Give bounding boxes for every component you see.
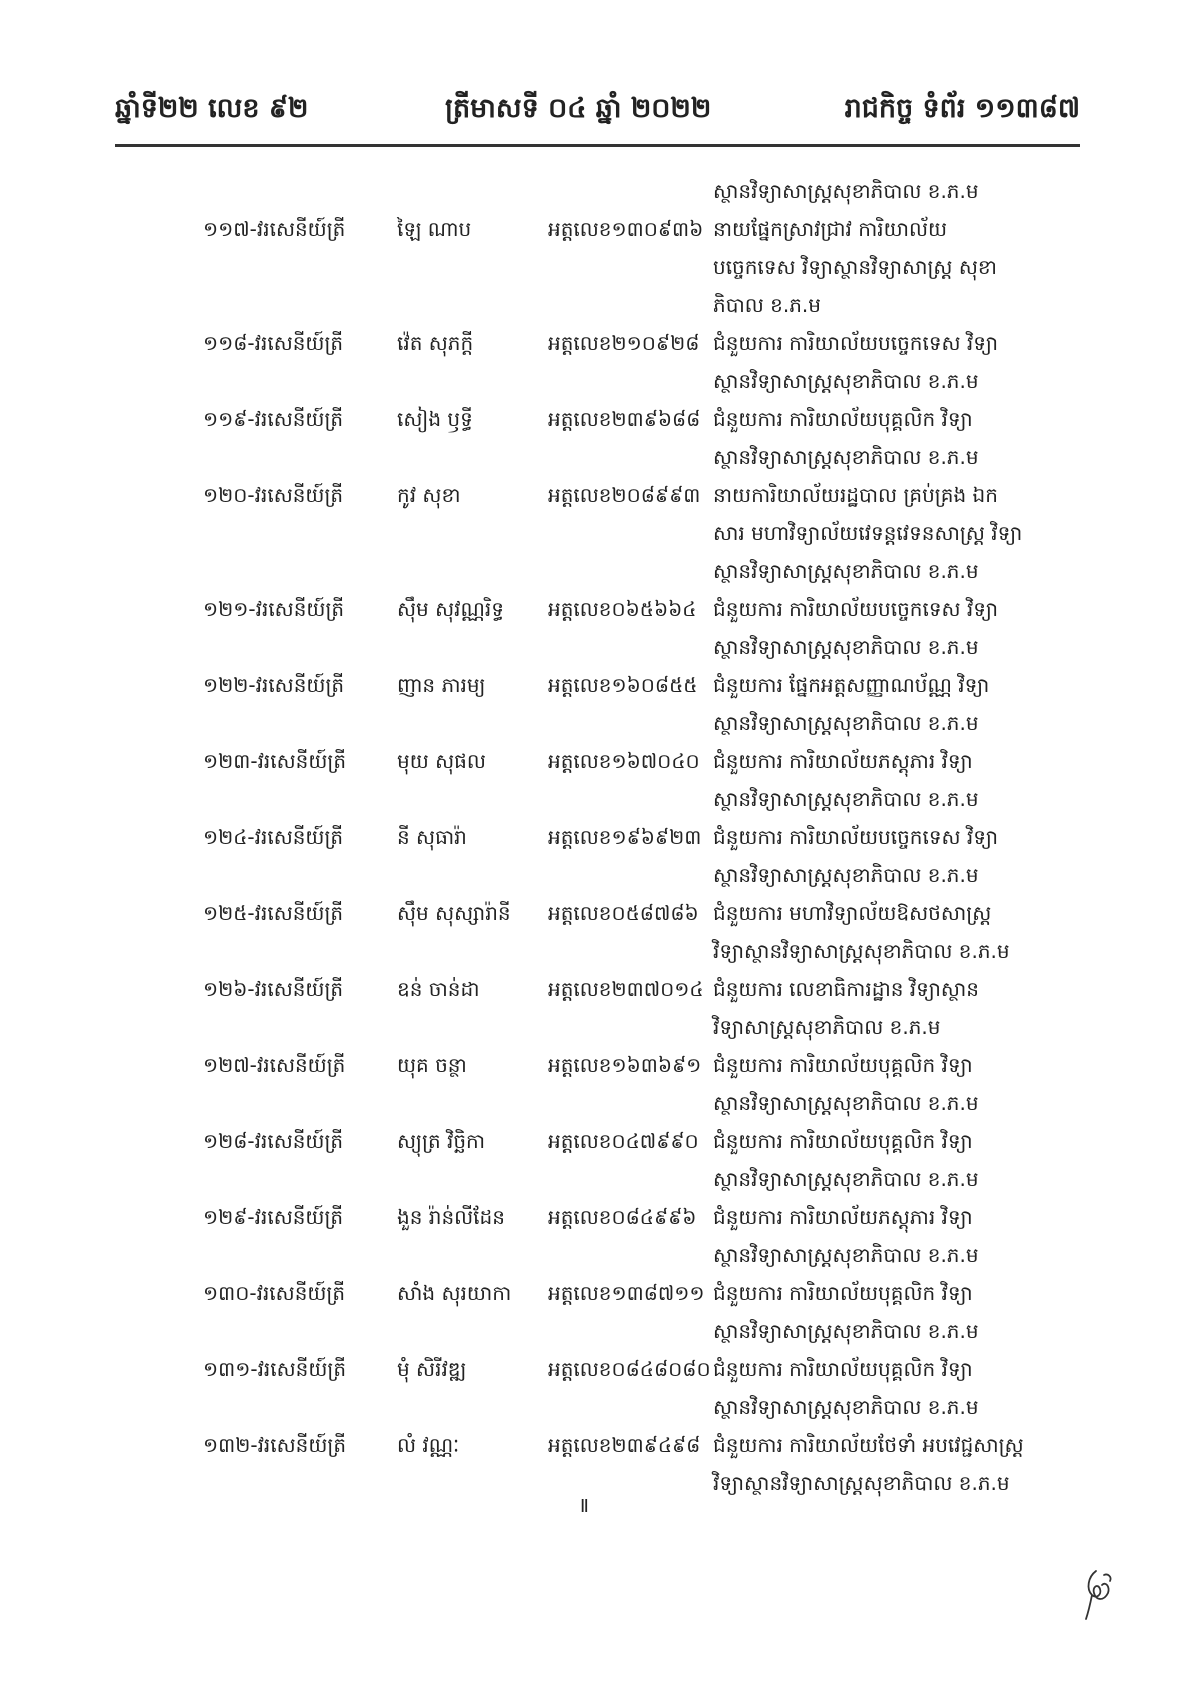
entry-rank: ១២៥-វរសេនីយ៍ត្រី <box>203 901 344 925</box>
entry-position-line: ស្ថានវិទ្យាសាស្ត្រសុខាភិបាល ខ.ភ.ម <box>713 787 979 811</box>
page-marker: Ⅱ <box>580 1496 589 1517</box>
entry-id-number: អត្តលេខ១៦០៨៥៥ <box>548 673 698 697</box>
entry-position <box>713 1198 979 1274</box>
header-quarter: ត្រីមាសទី ០៤ ឆ្នាំ ២០២២ <box>445 93 712 124</box>
entry-rank: ១៣០-វរសេនីយ៍ត្រី <box>203 1281 346 1305</box>
entry-rank: ១២១-វរសេនីយ៍ត្រី <box>203 597 345 621</box>
entry-position <box>713 476 1022 590</box>
entry-id-number: អត្តលេខ១៣០៩៣៦ <box>548 217 704 241</box>
entry-position-line: ស្ថានវិទ្យាសាស្ត្រសុខាភិបាល ខ.ភ.ម <box>713 1091 979 1115</box>
entry-id-number: អត្តលេខ២៣៩៤៩៨ <box>548 1433 701 1457</box>
handwritten-initial-signature <box>1082 1565 1116 1623</box>
entry-position <box>713 742 979 818</box>
header-issue: ឆ្នាំទី២២ លេខ ៩២ <box>115 93 309 124</box>
entry-id-number: អត្តលេខ១៦៧០៤០ <box>548 749 700 773</box>
entry-rank: ១២៣-វរសេនីយ៍ត្រី <box>203 749 347 773</box>
entry-rank: ១២៤-វរសេនីយ៍ត្រី <box>203 825 344 849</box>
entry-position-line: ជំនួយការ ការិយាល័យបច្ចេកទេស វិទ្យា <box>713 331 998 355</box>
entry-name: ញាន ភារម្យ <box>397 673 486 697</box>
entry-position <box>713 666 989 742</box>
entry-name: មុយ សុផល <box>397 749 486 773</box>
entry-id-number: អត្តលេខ២៣៩៦៨៨ <box>548 407 701 431</box>
entry-position-line: ជំនួយការ ការិយាល័យបុគ្គលិក វិទ្យា <box>713 407 973 431</box>
entry-position <box>713 1046 979 1122</box>
entry-id-number: អត្តលេខ០៨៤៨០៨០ <box>548 1357 711 1381</box>
entry-id-number: អត្តលេខ២១០៩២៨ <box>548 331 700 355</box>
entry-id-number: អត្តលេខ០៤៧៩៩០ <box>548 1129 699 1153</box>
entry-name: ស្យុត្រ វិច្ឆិកា <box>397 1129 486 1153</box>
entry-name: ស៊ឹម សុវណ្ណរិទ្ធ <box>397 597 504 621</box>
entry-position-line: ជំនួយការ ការិយាល័យបុគ្គលិក វិទ្យា <box>713 1281 973 1305</box>
entry-position <box>713 1274 979 1350</box>
entry-id-number: អត្តលេខ១៦៣៦៩១ <box>548 1053 702 1077</box>
entry-position <box>713 210 997 324</box>
entry-position-line: ស្ថានវិទ្យាសាស្ត្រសុខាភិបាល ខ.ភ.ម <box>713 445 979 469</box>
entry-rank: ១១៧-វរសេនីយ៍ត្រី <box>203 217 346 241</box>
entry-position-line: ជំនួយការ ការិយាល័យថែទាំ អបវេជ្ជសាស្ត្រ <box>713 1433 1024 1457</box>
entry-id-number: អត្តលេខ០៦៥៦៦៤ <box>548 597 697 621</box>
entry-name: មុំ សិរីវឌ្ឍ <box>397 1357 467 1381</box>
entry-position-line: ស្ថានវិទ្យាសាស្ត្រសុខាភិបាល ខ.ភ.ម <box>713 863 979 887</box>
entry-name: ឧន់ ចាន់ដា <box>397 977 480 1001</box>
entry-rank: ១២៦-វរសេនីយ៍ត្រី <box>203 977 344 1001</box>
header-page: រាជកិច្ច ទំព័រ ១១៣៨៧ <box>844 93 1080 124</box>
entry-id-number: អត្តលេខ១៣៨៧១១ <box>548 1281 705 1305</box>
entry-position-line: នាយផ្នែកស្រាវជ្រាវ ការិយាល័យ <box>713 217 948 241</box>
entry-position <box>713 590 998 666</box>
entry-position-line: ស្ថានវិទ្យាសាស្ត្រសុខាភិបាល ខ.ភ.ម <box>713 1319 979 1343</box>
entry-id-number: អត្តលេខ១៩៦៩២៣ <box>548 825 702 849</box>
entry-position-line: វិទ្យាស្ថានវិទ្យាសាស្ត្រសុខាភិបាល ខ.ភ.ម <box>713 1471 1010 1495</box>
entry-position-line: ភិបាល ខ.ភ.ម <box>713 293 821 317</box>
entry-position <box>713 1350 979 1426</box>
entry-id-number: អត្តលេខ០៨៤៩៩៦ <box>548 1205 697 1229</box>
entry-name: យុគ ចន្ថា <box>397 1053 467 1077</box>
entry-position <box>713 818 998 894</box>
entry-id-number: អត្តលេខ២០៨៩៩៣ <box>548 483 701 507</box>
entry-position-line: ជំនួយការ ការិយាល័យបុគ្គលិក វិទ្យា <box>713 1357 973 1381</box>
entry-position-line: វិទ្យាសាស្ត្រសុខាភិបាល ខ.ភ.ម <box>713 1015 941 1039</box>
entry-position-line: បច្ចេកទេស វិទ្យាស្ថានវិទ្យាសាស្ត្រ សុខា <box>713 255 997 279</box>
entry-rank: ១២៧-វរសេនីយ៍ត្រី <box>203 1053 346 1077</box>
entry-position <box>713 324 998 400</box>
entry-name: សាំង សុរយាកា <box>397 1281 512 1305</box>
entry-position <box>713 400 979 476</box>
entry-position-line: ស្ថានវិទ្យាសាស្ត្រសុខាភិបាល ខ.ភ.ម <box>713 1395 979 1419</box>
entry-name: ងួន រ៉ាន់លីដែន <box>397 1205 505 1229</box>
entry-position-line: ស្ថានវិទ្យាសាស្ត្រសុខាភិបាល ខ.ភ.ម <box>713 369 979 393</box>
entry-name: លំ វណ្ណៈ <box>397 1433 460 1457</box>
entry-position-line: ស្ថានវិទ្យាសាស្ត្រសុខាភិបាល ខ.ភ.ម <box>713 559 979 583</box>
entry-rank: ១៣១-វរសេនីយ៍ត្រី <box>203 1357 347 1381</box>
top-continuation-line: ស្ថានវិទ្យាសាស្ត្រសុខាភិបាល ខ.ភ.ម <box>713 179 979 203</box>
entry-position <box>713 1122 979 1198</box>
entry-rank: ១២៨-វរសេនីយ៍ត្រី <box>203 1129 344 1153</box>
entry-position-line: សារ មហាវិទ្យាល័យវេទន្តវេទនសាស្ត្រ វិទ្យា <box>713 521 1023 545</box>
entry-position <box>713 894 1010 970</box>
entry-position <box>713 1426 1024 1502</box>
entry-position-line: ជំនួយការ ការិយាល័យបុគ្គលិក វិទ្យា <box>713 1129 973 1153</box>
entry-position-line: ជំនួយការ មហាវិទ្យាល័យឱសថសាស្ត្រ <box>713 901 992 925</box>
entry-name: វ៉េត សុភក្តី <box>397 331 474 355</box>
entry-name: សៀង ឫទ្ធី <box>397 407 473 431</box>
entry-position-line: ស្ថានវិទ្យាសាស្ត្រសុខាភិបាល ខ.ភ.ម <box>713 635 979 659</box>
entry-id-number: អត្តលេខ០៥៨៧៨៦ <box>548 901 699 925</box>
entry-position-line: ស្ថានវិទ្យាសាស្ត្រសុខាភិបាល ខ.ភ.ម <box>713 711 979 735</box>
entry-position <box>713 970 979 1046</box>
entry-rank: ១១៨-វរសេនីយ៍ត្រី <box>203 331 344 355</box>
entry-position-line: ជំនួយការ ផ្នែកអត្តសញ្ញាណប័ណ្ណ វិទ្យា <box>713 673 990 697</box>
entry-rank: ១២២-វរសេនីយ៍ត្រី <box>203 673 345 697</box>
entry-position-line: ជំនួយការ ការិយាល័យបុគ្គលិក វិទ្យា <box>713 1053 973 1077</box>
entry-position-line: ជំនួយការ លេខាធិការដ្ឋាន វិទ្យាស្ថាន <box>713 977 979 1001</box>
entry-position-line: នាយការិយាល័យរដ្ឋបាល គ្រប់គ្រង ឯក <box>713 483 998 507</box>
entry-name: ស៊ឹម សុស្សារ៉ានី <box>397 901 511 925</box>
entry-rank: ១២៩-វរសេនីយ៍ត្រី <box>203 1205 344 1229</box>
entry-position-line: វិទ្យាស្ថានវិទ្យាសាស្ត្រសុខាភិបាល ខ.ភ.ម <box>713 939 1010 963</box>
entry-rank: ១២០-វរសេនីយ៍ត្រី <box>203 483 344 507</box>
entry-position-line: ស្ថានវិទ្យាសាស្ត្រសុខាភិបាល ខ.ភ.ម <box>713 1167 979 1191</box>
entry-name: កូវ សុខា <box>397 483 461 507</box>
entry-position-line: ជំនួយការ ការិយាល័យភស្តុភារ វិទ្យា <box>713 749 973 773</box>
entry-position-line: ជំនួយការ ការិយាល័យបច្ចេកទេស វិទ្យា <box>713 597 998 621</box>
entry-rank: ១៣២-វរសេនីយ៍ត្រី <box>203 1433 347 1457</box>
entry-id-number: អត្តលេខ២៣៧០១៤ <box>548 977 704 1001</box>
entry-name: ឡៃ ណាប <box>397 217 472 241</box>
entry-position-line: ជំនួយការ ការិយាល័យបច្ចេកទេស វិទ្យា <box>713 825 998 849</box>
entry-name: នី សុធារ៉ា <box>397 825 467 849</box>
entry-position-line: ជំនួយការ ការិយាល័យភស្តុភារ វិទ្យា <box>713 1205 973 1229</box>
entry-position-line: ស្ថានវិទ្យាសាស្ត្រសុខាភិបាល ខ.ភ.ម <box>713 1243 979 1267</box>
entry-rank: ១១៩-វរសេនីយ៍ត្រី <box>203 407 344 431</box>
